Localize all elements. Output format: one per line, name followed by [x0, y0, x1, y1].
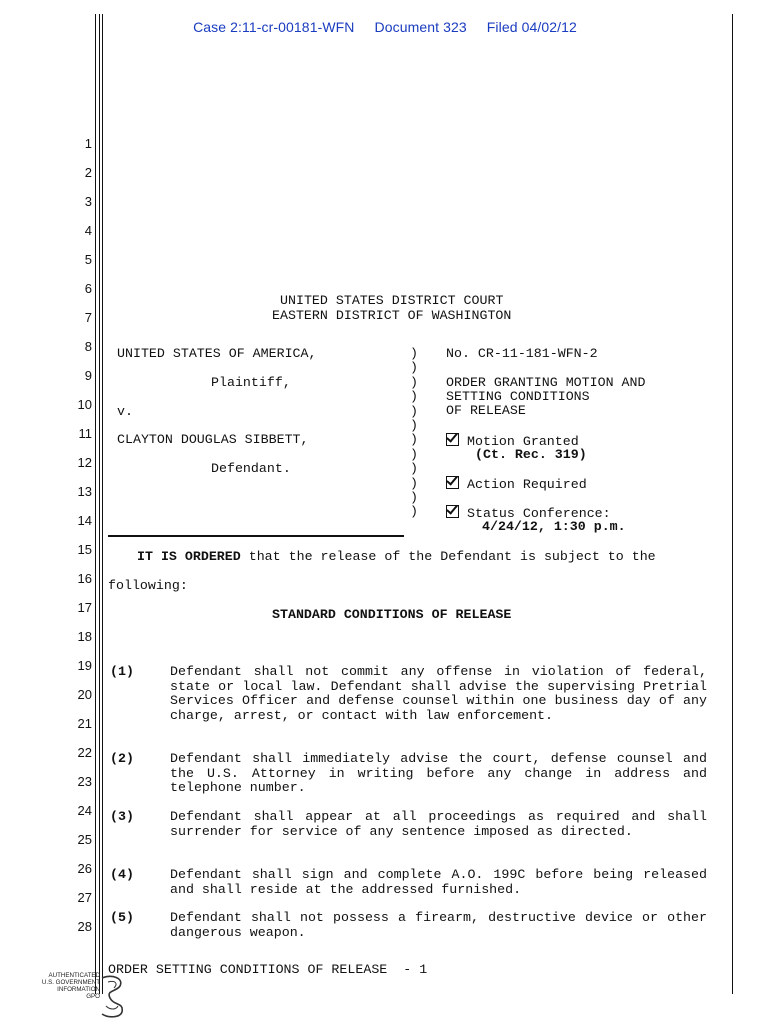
line-number: 1 [84, 136, 92, 151]
plaintiff-name: UNITED STATES OF AMERICA, [117, 346, 317, 361]
condition-text: Defendant shall appear at all proceedings as required and shall surrender for service of any sentence imposed as directed. [170, 809, 707, 839]
line-number: 23 [77, 774, 92, 789]
seal-line: AUTHENTICATED [48, 972, 100, 979]
condition-text: Defendant shall not commit any offense in violation of federal, state or local law. Defendant shall advise the supervising Pretrial Services Officer and defense counsel within one business day of any charge, arrest, or contact with law enforcement. [170, 664, 707, 723]
document-number: Document 323 [374, 19, 467, 35]
line-number: 2 [84, 165, 92, 180]
status-conference-label: Status Conference: [467, 506, 611, 521]
case-no: No. CR-11-181-WFN-2 [446, 346, 598, 361]
case-number: Case 2:11-cr-00181-WFN [193, 19, 355, 35]
order-title-line2: SETTING CONDITIONS [446, 389, 590, 404]
order-lead-bold: IT IS ORDERED [137, 549, 241, 564]
condition-number: (3) [110, 809, 134, 824]
eagle-emblem-icon [94, 972, 134, 1020]
caption-underline [108, 535, 404, 537]
line-number: 5 [84, 252, 92, 267]
line-number: 11 [78, 426, 92, 441]
condition-item [110, 868, 707, 897]
defendant-name: CLAYTON DOUGLAS SIBBETT, [117, 432, 309, 447]
line-number: 3 [84, 194, 92, 209]
filing-header [0, 19, 770, 35]
line-number: 4 [84, 223, 92, 238]
left-margin-rule-inner-2 [102, 14, 103, 994]
defendant-role: Defendant. [211, 461, 291, 476]
line-number: 22 [77, 745, 92, 760]
line-number: 10 [77, 397, 92, 412]
motion-granted-label: Motion Granted [467, 434, 579, 449]
line-number: 28 [77, 919, 92, 934]
checkbox-checked-icon [446, 476, 459, 489]
line-number: 25 [77, 832, 92, 847]
action-required-row [446, 476, 587, 492]
section-title: STANDARD CONDITIONS OF RELEASE [272, 607, 512, 622]
line-number: 18 [77, 629, 92, 644]
seal-line: U.S. GOVERNMENT [41, 979, 100, 986]
order-lead-rest: that the release of the Defendant is subject to the [240, 549, 656, 564]
line-number: 14 [77, 513, 92, 528]
seal-line: INFORMATION [57, 986, 100, 993]
page-number: - 1 [403, 962, 428, 977]
condition-item [110, 911, 707, 940]
status-conference-date: 4/24/12, 1:30 p.m. [482, 519, 626, 534]
line-number: 20 [77, 687, 92, 702]
line-number: 12 [77, 455, 92, 470]
left-margin-rule [95, 14, 96, 994]
filed-date: Filed 04/02/12 [486, 19, 577, 35]
order-title-line1: ORDER GRANTING MOTION AND [446, 375, 646, 390]
court-name: UNITED STATES DISTRICT COURT [280, 293, 504, 308]
condition-number: (4) [110, 867, 134, 882]
caption-parentheses: ) ) ) ) ) ) ) ) ) ) ) ) [410, 346, 418, 520]
condition-number: (1) [110, 664, 134, 679]
condition-item [110, 752, 707, 796]
condition-text: Defendant shall immediately advise the court, defense counsel and the U.S. Attorney in writing before any change in address and telephone number. [170, 751, 707, 796]
line-number: 19 [77, 658, 92, 673]
line-number: 24 [77, 803, 92, 818]
court-district: EASTERN DISTRICT OF WASHINGTON [272, 308, 512, 323]
condition-item [110, 665, 707, 723]
page-footer [108, 962, 427, 977]
line-number: 21 [77, 716, 92, 731]
line-number: 8 [84, 339, 92, 354]
line-number: 6 [84, 281, 92, 296]
condition-text: Defendant shall sign and complete A.O. 199C before being released and shall reside at the addressed furnished. [170, 867, 707, 897]
plaintiff-role: Plaintiff, [211, 375, 291, 390]
line-number: 15 [77, 542, 92, 557]
line-number: 16 [77, 571, 92, 586]
line-number: 27 [77, 890, 92, 905]
condition-text: Defendant shall not possess a firearm, destructive device or other dangerous weapon. [170, 910, 707, 940]
line-number: 26 [77, 861, 92, 876]
line-number: 17 [77, 600, 92, 615]
action-required-label: Action Required [467, 477, 587, 492]
order-lead [137, 550, 656, 564]
court-record-ref: (Ct. Rec. 319) [475, 447, 587, 462]
condition-number: (2) [110, 751, 134, 766]
footer-title: ORDER SETTING CONDITIONS OF RELEASE [108, 962, 388, 977]
checkbox-checked-icon [446, 433, 459, 446]
order-title-line3: OF RELEASE [446, 403, 526, 418]
condition-number: (5) [110, 910, 134, 925]
line-number: 9 [84, 368, 92, 383]
condition-item [110, 810, 707, 839]
left-margin-rule-inner [99, 14, 100, 994]
gpo-authentication-seal [34, 972, 134, 1020]
versus: v. [117, 404, 133, 419]
right-margin-rule [732, 14, 733, 994]
seal-line: GPO [86, 993, 100, 1000]
checkbox-checked-icon [446, 505, 459, 518]
line-number: 7 [84, 310, 92, 325]
line-number: 13 [77, 484, 92, 499]
order-lead-continued: following: [108, 578, 188, 593]
